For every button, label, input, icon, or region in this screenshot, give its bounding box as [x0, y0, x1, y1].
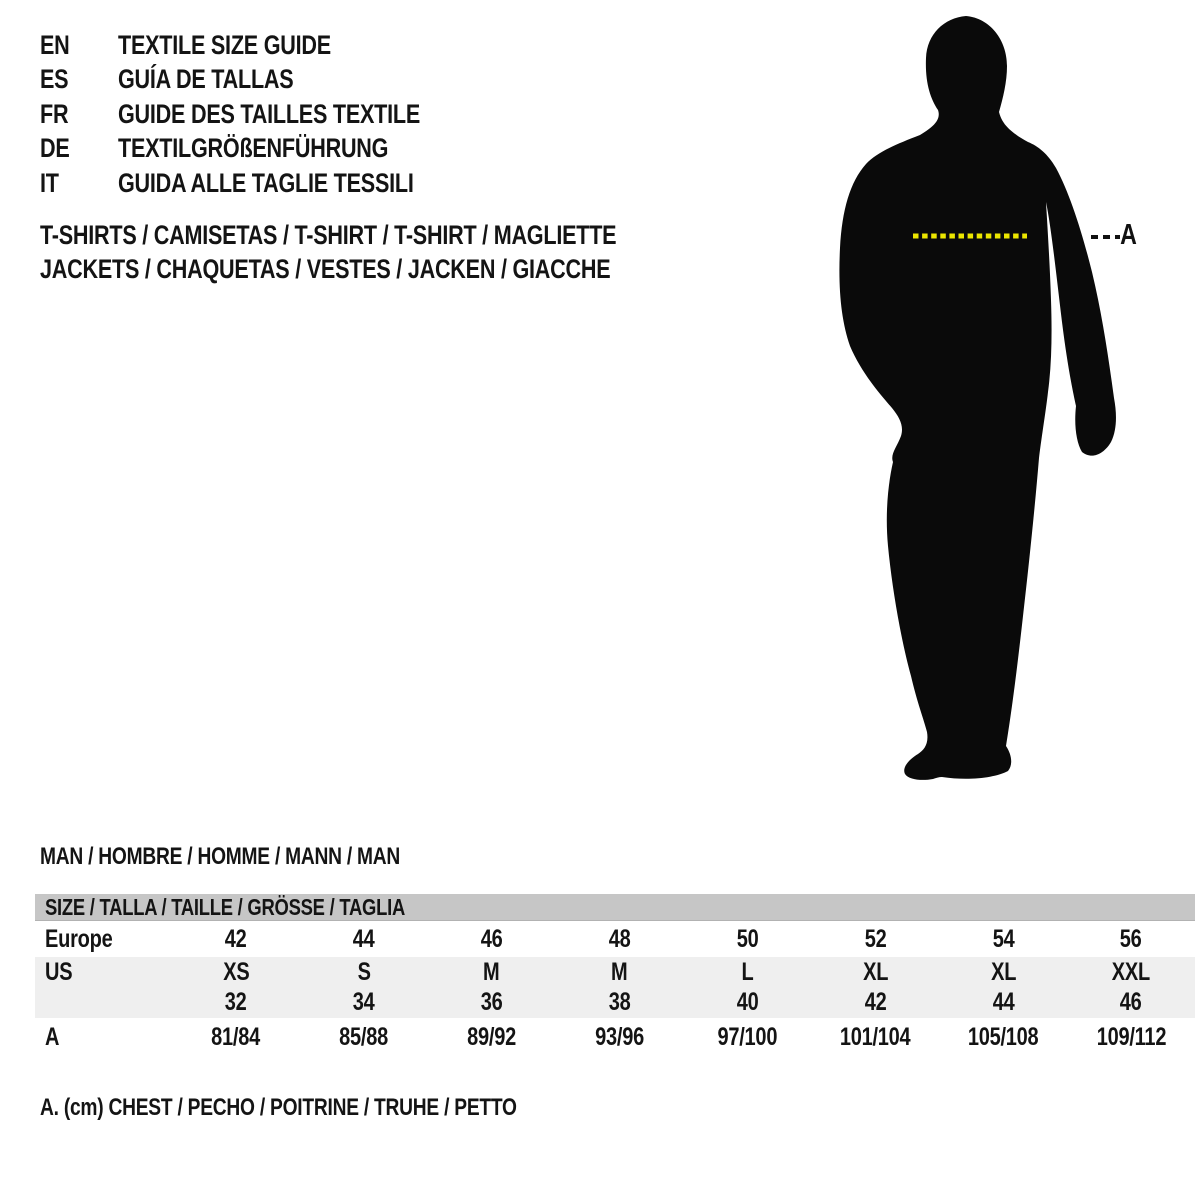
- size-row-europe: [35, 921, 1195, 957]
- size-cell: 46: [1120, 988, 1142, 1016]
- size-cell: 89/92: [467, 1022, 517, 1051]
- size-table-header: [35, 894, 1195, 921]
- size-cell: XL: [862, 957, 888, 986]
- size-cell: XL: [990, 957, 1016, 986]
- lang-row-it: [40, 166, 496, 201]
- size-cell: 81/84: [211, 1022, 261, 1051]
- size-cell: M: [611, 957, 628, 986]
- size-cell: 44: [992, 988, 1015, 1016]
- category-tshirts: T-SHIRTS / CAMISETAS / T-SHIRT / T-SHIRT / MAGLIETTE: [40, 220, 617, 251]
- size-row-intl: [35, 987, 1195, 1018]
- size-cell: XXL: [1111, 957, 1151, 986]
- man-silhouette-shape: [839, 16, 1116, 780]
- lang-row-es: [40, 63, 496, 98]
- measure-label-a: A: [1120, 219, 1137, 251]
- size-cell: 93/96: [595, 1022, 644, 1051]
- lang-code-it: IT: [40, 167, 59, 198]
- size-cell: 97/100: [717, 1022, 778, 1051]
- lang-row-de: [40, 132, 496, 167]
- size-cell: XS: [222, 957, 250, 986]
- size-cell: 54: [992, 924, 1015, 953]
- size-cell: 52: [864, 924, 887, 953]
- size-cell: 50: [736, 924, 759, 953]
- size-cell: 32: [225, 988, 247, 1016]
- size-cell: 48: [608, 924, 631, 953]
- size-cell: M: [483, 957, 500, 986]
- lang-title-fr: GUIDE DES TAILLES TEXTILE: [118, 98, 421, 129]
- size-cell: S: [357, 957, 371, 986]
- product-categories: [40, 219, 760, 286]
- lang-row-en: [40, 28, 496, 63]
- chest-footnote: A. (cm) CHEST / PECHO / POITRINE / TRUHE / PETTO: [40, 1094, 517, 1121]
- size-row-us: [35, 957, 1195, 987]
- row-label-a: A: [45, 1022, 60, 1051]
- lang-title-it: GUIDA ALLE TAGLIE TESSILI: [118, 167, 414, 198]
- size-cell: L: [741, 957, 754, 986]
- man-silhouette-icon: [830, 10, 1150, 790]
- row-label-us: US: [45, 957, 73, 986]
- size-cell: 56: [1120, 924, 1142, 953]
- size-cell: 38: [608, 988, 631, 1016]
- lang-title-de: TEXTILGRÖßENFÜHRUNG: [118, 133, 389, 164]
- size-cell: 109/112: [1096, 1022, 1166, 1051]
- size-row-chest: [35, 1018, 1195, 1056]
- size-cell: 34: [352, 988, 375, 1016]
- lang-row-fr: [40, 97, 496, 132]
- language-title-list: [40, 28, 496, 201]
- size-cell: 42: [225, 924, 247, 953]
- row-label-europe: Europe: [45, 924, 113, 953]
- category-jackets: JACKETS / CHAQUETAS / VESTES / JACKEN / GIACCHE: [40, 253, 611, 284]
- size-cell: 46: [480, 924, 503, 953]
- lang-code-es: ES: [40, 64, 69, 95]
- lang-title-en: TEXTILE SIZE GUIDE: [118, 29, 331, 60]
- size-cell: 36: [480, 988, 503, 1016]
- lang-code-de: DE: [40, 133, 70, 164]
- section-heading-man: MAN / HOMBRE / HOMME / MANN / MAN: [40, 843, 401, 870]
- size-cell: 105/108: [967, 1022, 1039, 1051]
- size-cell: 40: [736, 988, 759, 1016]
- lang-code-fr: FR: [40, 98, 69, 129]
- size-cell: 42: [864, 988, 887, 1016]
- size-cell: 44: [352, 924, 375, 953]
- size-table-header-label: SIZE / TALLA / TAILLE / GRÖSSE / TAGLIA: [45, 893, 405, 920]
- size-cell: 101/104: [840, 1022, 911, 1051]
- size-cell: 85/88: [339, 1022, 389, 1051]
- lang-code-en: EN: [40, 29, 70, 60]
- size-table: [35, 894, 1195, 1056]
- lang-title-es: GUÍA DE TALLAS: [118, 64, 294, 95]
- man-silhouette-figure: [830, 10, 1150, 790]
